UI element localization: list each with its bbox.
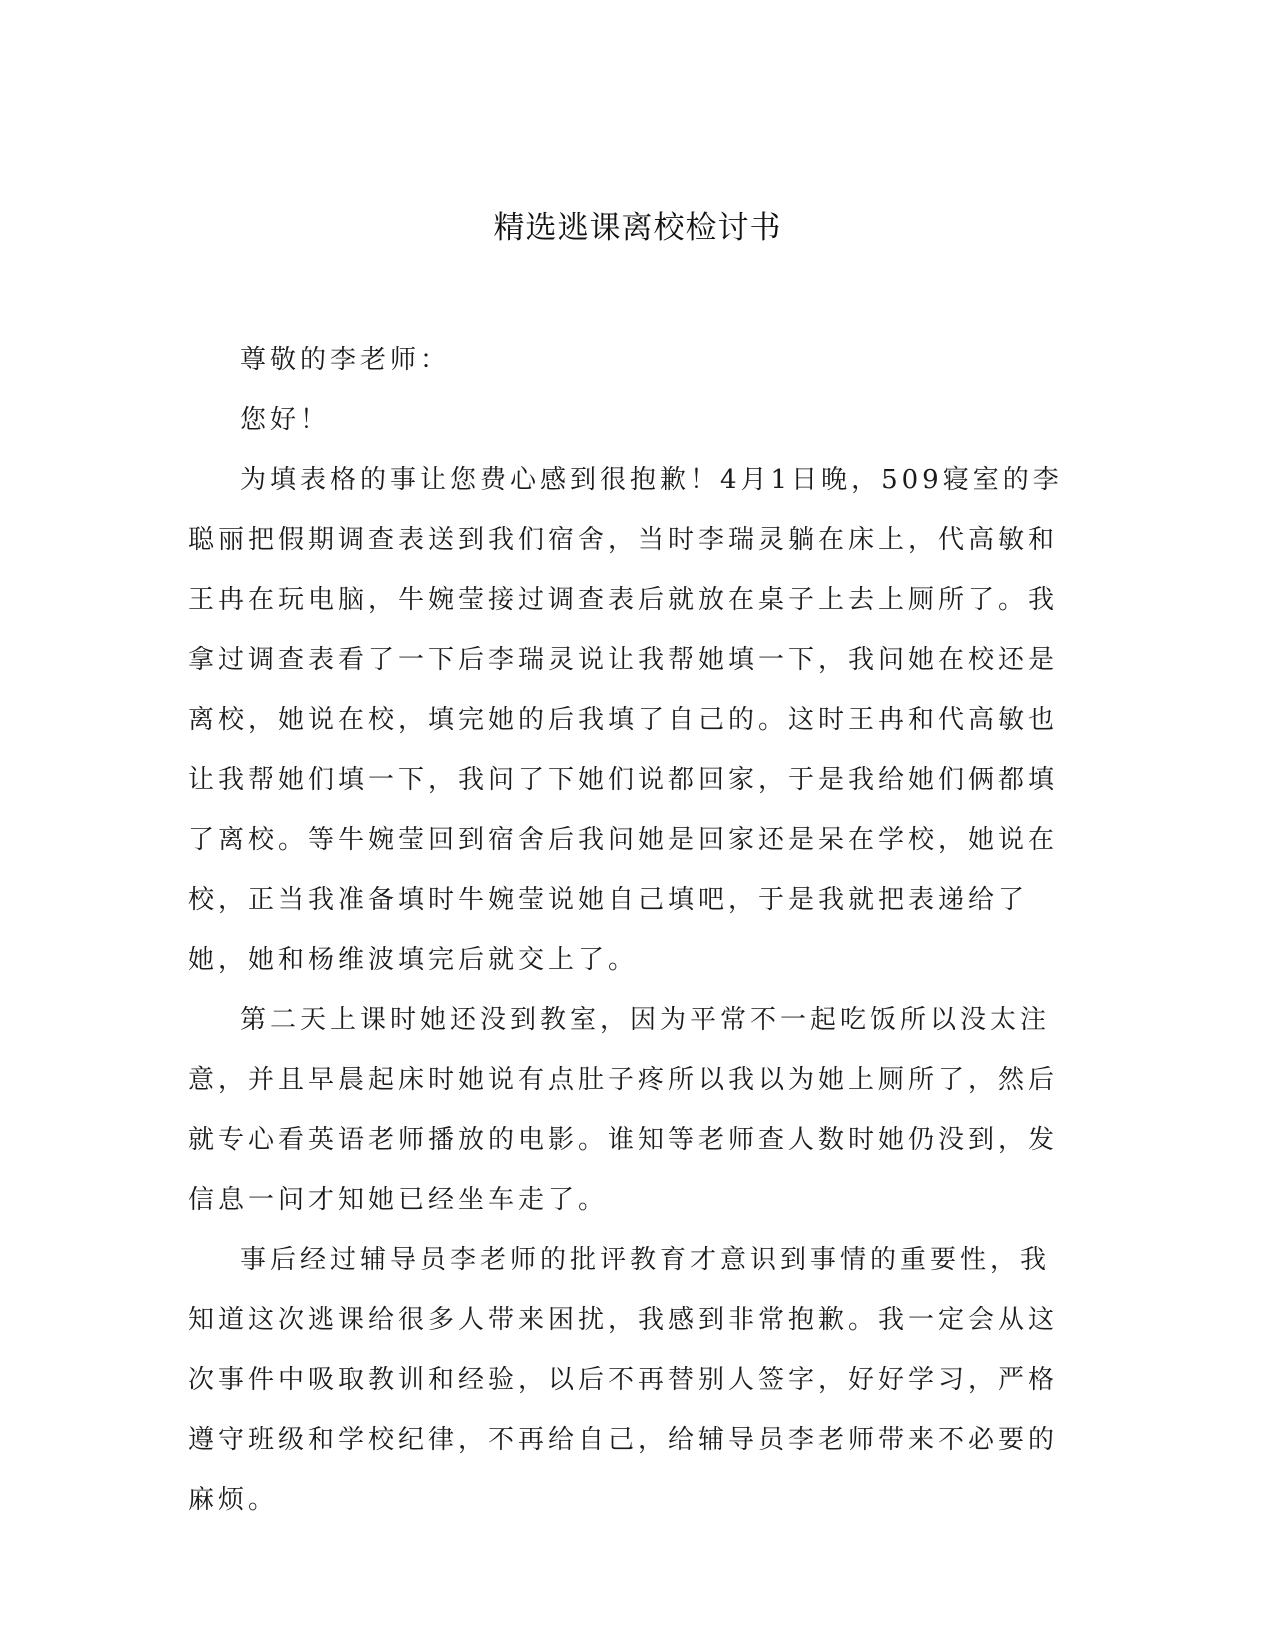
salutation: 尊敬的李老师： [240,345,451,375]
letter-body [188,330,1068,1530]
greeting: 您好！ [240,405,331,435]
paragraph-2: 第二天上课时她还没到教室，因为平常不一起吃饭所以没太注意，并且早晨起床时她说有点肚子疼所以我以为她上厕所了，然后就专心看英语老师播放的电影。谁知等老师查人数时她仍没到，发信息一问才知她已经坐车走了。 [188,1005,1059,1215]
paragraph-3: 事后经过辅导员李老师的批评教育才意识到事情的重要性，我知道这次逃课给很多人带来困扰，我感到非常抱歉。我一定会从这次事件中吸取教训和经验，以后不再替别人签字，好好学习，严格遵守班级和学校纪律，不再给自己，给辅导员李老师带来不必要的麻烦。 [188,1245,1059,1515]
page-title: 精选逃课离校检讨书 [493,210,782,246]
paragraph-1: 为填表格的事让您费心感到很抱歉！4月1日晚，509寝室的李聪丽把假期调查表送到我们宿舍，当时李瑞灵躺在床上，代高敏和王冉在玩电脑，牛婉莹接过调查表后就放在桌子上去上厕所了。我拿过调查表看了一下后李瑞灵说让我帮她填一下，我问她在校还是离校，她说在校，填完她的后我填了自己的。这时王冉和代高敏也让我帮她们填一下，我问了下她们说都回家，于是我给她们俩都填了离校。等牛婉莹回到宿舍后我问她是回家还是呆在学校，她说在校，正当我准备填时牛婉莹说她自己填吧，于是我就把表递给了她，她和杨维波填完后就交上了。 [188,465,1063,975]
